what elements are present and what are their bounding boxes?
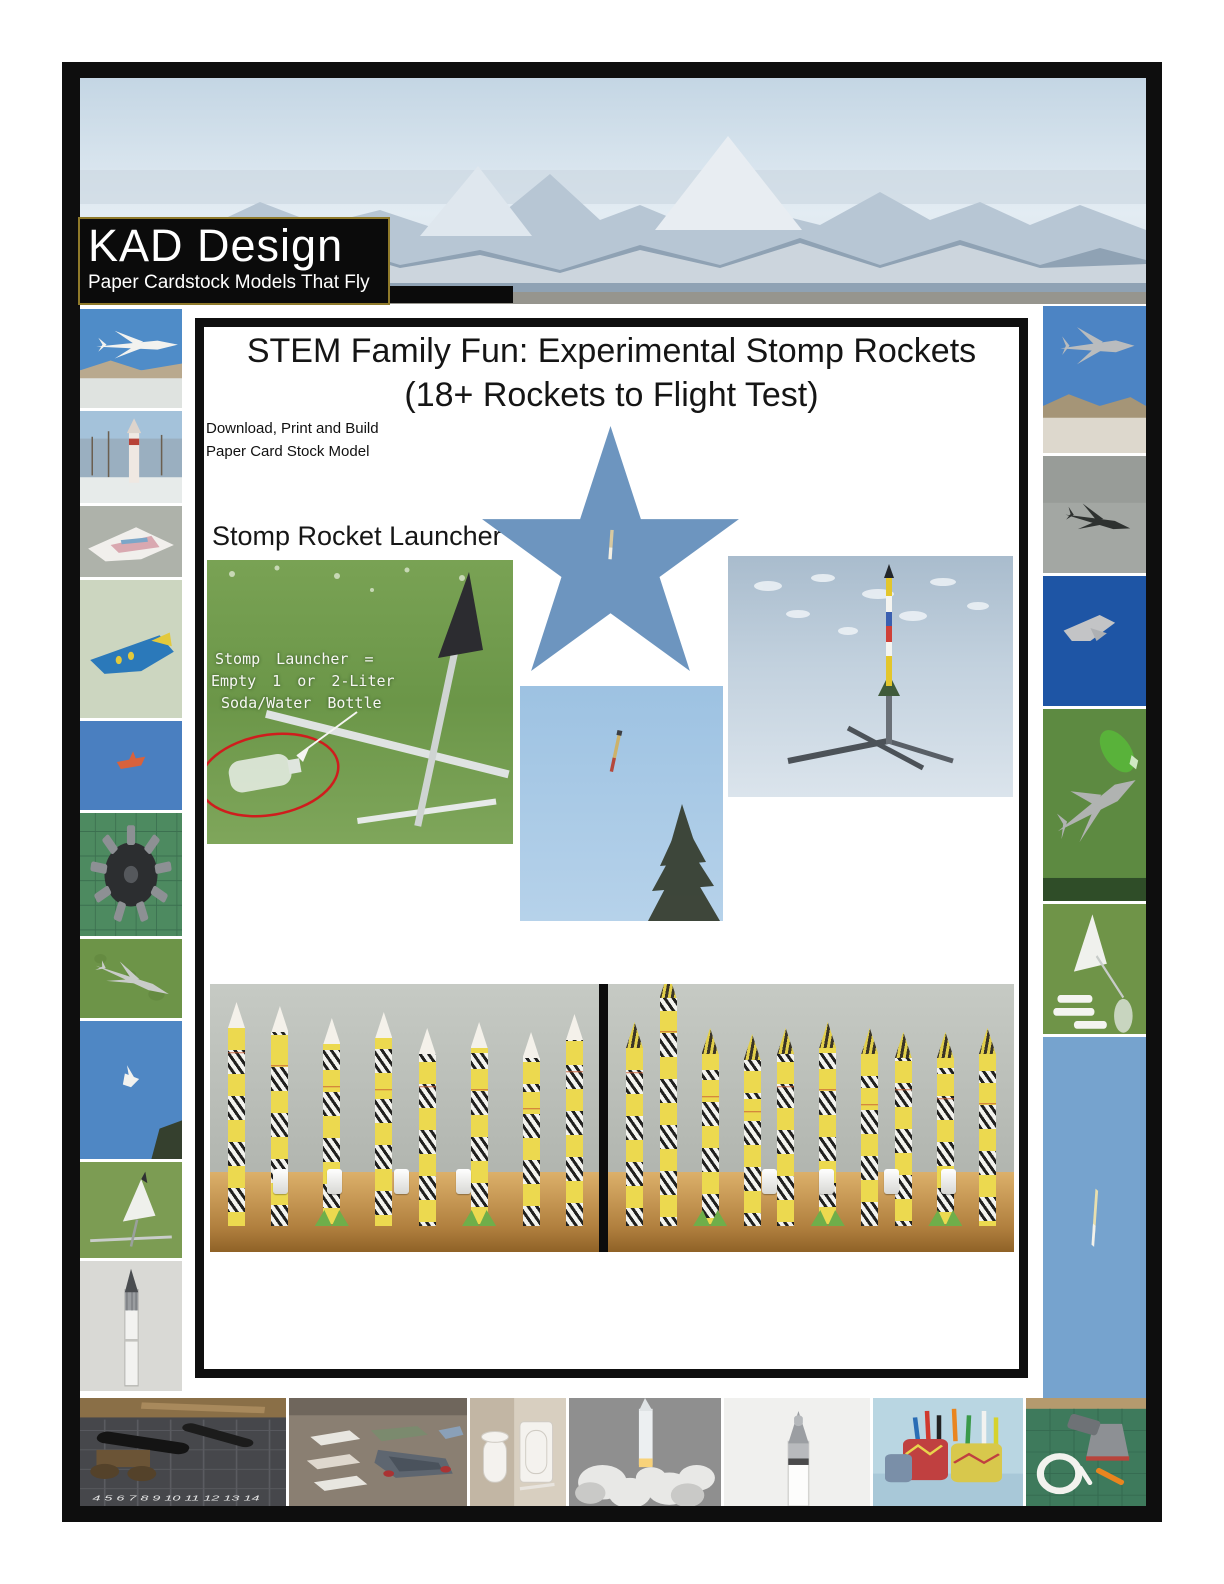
paper-stomp-rocket bbox=[928, 1032, 962, 1226]
subtitle-line2: Paper Card Stock Model bbox=[206, 443, 370, 460]
rocket-body bbox=[375, 1038, 392, 1226]
paper-stomp-rocket bbox=[523, 1032, 540, 1226]
thumb-black-cannon-models-on-cutting-mat bbox=[80, 1398, 286, 1506]
thumb-rocket-launch-with-smoke bbox=[569, 1398, 721, 1506]
paper-stomp-rocket bbox=[566, 1014, 583, 1226]
rocket-body bbox=[566, 1040, 583, 1226]
rocket-body bbox=[323, 1044, 340, 1224]
thumb-rocket-model-in-snowy-trees bbox=[80, 411, 182, 503]
photo-divider bbox=[599, 984, 608, 1252]
rocket-nose-cone bbox=[626, 1022, 643, 1048]
paper-stomp-rocket bbox=[462, 1022, 496, 1226]
annotation-line1: Stomp Launcher = bbox=[215, 650, 374, 668]
rocket-nose-cone bbox=[471, 1022, 488, 1048]
paper-stomp-rocket bbox=[979, 1028, 996, 1226]
page-title-line2: (18+ Rockets to Flight Test) bbox=[404, 376, 819, 414]
bottom-thumbnail-row bbox=[80, 1398, 1146, 1506]
left-thumbnail-column bbox=[80, 309, 182, 1391]
thumb-decorated-pencil-holders bbox=[873, 1398, 1023, 1506]
thumb-tall-silver-rocket-model bbox=[80, 1261, 182, 1391]
rocket-body bbox=[660, 998, 677, 1226]
thumb-white-paper-cylinder-builds bbox=[470, 1398, 566, 1506]
film-canister bbox=[327, 1169, 342, 1194]
paper-stomp-rocket bbox=[811, 1022, 845, 1226]
rocket-nose-cone bbox=[228, 1002, 245, 1028]
film-canister bbox=[273, 1169, 288, 1194]
paper-stomp-rocket bbox=[419, 1028, 436, 1226]
rocket-lineup-photo-left bbox=[210, 984, 601, 1252]
rocket-nose-cone bbox=[895, 1032, 912, 1058]
thumb-capsule-parts-on-green-mat bbox=[1026, 1398, 1146, 1506]
paper-stomp-rocket bbox=[693, 1028, 727, 1226]
snow-launcher-photo bbox=[728, 556, 1013, 797]
thumb-model-plane-collection-on-carpet bbox=[289, 1398, 467, 1506]
film-canister bbox=[884, 1169, 899, 1194]
rocket-body bbox=[895, 1058, 912, 1226]
annotation-line2: Empty 1 or 2-Liter bbox=[211, 672, 395, 690]
paper-stomp-rocket bbox=[375, 1012, 392, 1226]
rocket-nose-cone bbox=[744, 1034, 761, 1060]
thumb-white-jet-over-snowfield bbox=[80, 309, 182, 408]
film-canister bbox=[762, 1169, 777, 1194]
rocket-body bbox=[979, 1054, 996, 1226]
paper-stomp-rocket bbox=[777, 1028, 794, 1226]
thumb-paper-airplane-closeup bbox=[80, 506, 182, 577]
paper-stomp-rocket bbox=[660, 984, 677, 1226]
rocket-nose-cone bbox=[523, 1032, 540, 1058]
film-canister bbox=[394, 1169, 409, 1194]
rocket-body bbox=[419, 1054, 436, 1226]
paper-stomp-rocket bbox=[895, 1032, 912, 1226]
rocket-nose-cone bbox=[271, 1006, 288, 1032]
rocket-body bbox=[777, 1054, 794, 1226]
thumb-radial-engine-model bbox=[80, 813, 182, 936]
paper-stomp-rocket bbox=[228, 1002, 245, 1226]
page-title-line1: STEM Family Fun: Experimental Stomp Rockets bbox=[246, 332, 977, 370]
rocket-nose-cone bbox=[419, 1028, 436, 1054]
thumb-concorde-in-deep-blue-sky bbox=[1043, 576, 1146, 706]
rocket-body bbox=[271, 1032, 288, 1226]
rocket-nose-cone bbox=[937, 1032, 954, 1058]
thumb-rocket-high-in-blue-sky bbox=[1043, 1037, 1146, 1398]
launcher-photo bbox=[207, 560, 513, 844]
paper-stomp-rocket bbox=[861, 1028, 878, 1226]
rocket-nose-cone bbox=[819, 1022, 836, 1048]
rocket-nose-cone bbox=[660, 984, 677, 998]
logo-title: KAD Design bbox=[88, 220, 344, 271]
paper-stomp-rocket bbox=[744, 1034, 761, 1226]
rocket-body bbox=[819, 1048, 836, 1224]
right-thumbnail-column bbox=[1043, 306, 1146, 1398]
rocket-nose-cone bbox=[323, 1018, 340, 1044]
rocket-body bbox=[861, 1054, 878, 1226]
rocket-nose-cone bbox=[861, 1028, 878, 1054]
launcher-annotation bbox=[211, 648, 395, 714]
rocket-body bbox=[702, 1054, 719, 1224]
rocket-body bbox=[937, 1058, 954, 1224]
film-canister bbox=[941, 1169, 956, 1194]
annotation-line3: Soda/Water Bottle bbox=[221, 694, 382, 712]
rocket-body bbox=[626, 1048, 643, 1226]
rocket-nose-cone bbox=[566, 1014, 583, 1040]
star-graphic bbox=[472, 424, 749, 674]
svg-text:4 5 6 7 8 9 10 11 12 13 14: 4 5 6 7 8 9 10 11 12 13 14 bbox=[92, 1494, 260, 1503]
rocket-nose-cone bbox=[777, 1028, 794, 1054]
thumb-dark-jet-in-gray-sky bbox=[1043, 456, 1146, 573]
thumb-white-plane-flying-over-tree bbox=[80, 1021, 182, 1159]
sky-flight-photo bbox=[520, 686, 723, 921]
rocket-nose-cone bbox=[979, 1028, 996, 1054]
thumb-gray-jet-over-snowfield bbox=[1043, 306, 1146, 453]
rocket-nose-cone bbox=[375, 1012, 392, 1038]
rocket-body bbox=[523, 1058, 540, 1226]
thumb-white-jet-and-rockets-on-grass bbox=[1043, 904, 1146, 1034]
thumb-jet-on-bottle-launcher-grass bbox=[1043, 709, 1146, 901]
rocket-nose-cone bbox=[702, 1028, 719, 1054]
thumb-blue-delta-jet-model bbox=[80, 580, 182, 718]
rocket-body bbox=[744, 1060, 761, 1226]
logo-underline-bar bbox=[388, 286, 513, 303]
rocket-body bbox=[471, 1048, 488, 1224]
rocket-body bbox=[228, 1028, 245, 1226]
logo-box bbox=[78, 217, 390, 305]
thumb-orange-plane-in-sky bbox=[80, 721, 182, 810]
film-canister bbox=[456, 1169, 471, 1194]
film-canister bbox=[819, 1169, 834, 1194]
subtitle-line1: Download, Print and Build bbox=[206, 420, 379, 437]
thumb-gray-plane-on-grass bbox=[80, 939, 182, 1018]
thumb-silver-rocket-model bbox=[724, 1398, 870, 1506]
paper-stomp-rocket bbox=[626, 1022, 643, 1226]
thumb-white-delta-on-launcher bbox=[80, 1162, 182, 1258]
section-heading: Stomp Rocket Launcher bbox=[212, 521, 502, 551]
logo-tagline: Paper Cardstock Models That Fly bbox=[88, 272, 370, 293]
rocket-lineup-photo-right bbox=[608, 984, 1014, 1252]
paper-stomp-rocket bbox=[315, 1018, 349, 1226]
